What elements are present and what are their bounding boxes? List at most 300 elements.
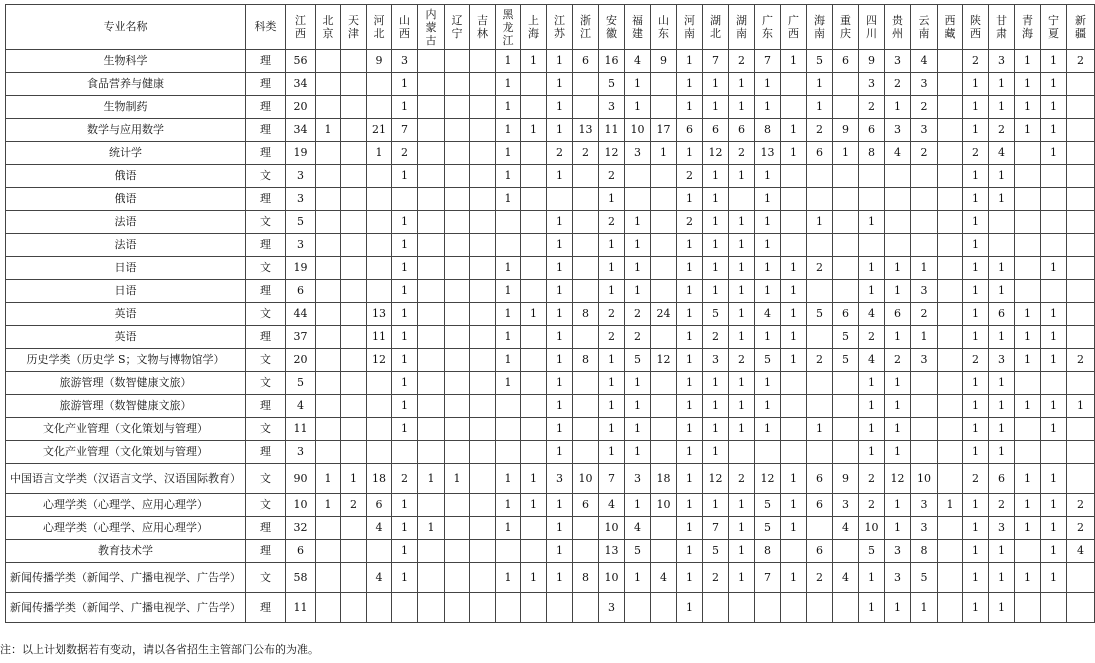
quota-cell: 1 bbox=[1067, 395, 1095, 418]
quota-cell bbox=[938, 50, 963, 73]
quota-cell: 1 bbox=[1041, 464, 1067, 494]
quota-cell bbox=[445, 142, 470, 165]
quota-cell: 1 bbox=[781, 142, 807, 165]
header-province: 江 苏 bbox=[547, 5, 573, 50]
table-row bbox=[6, 50, 1095, 73]
quota-cell bbox=[1067, 372, 1095, 395]
quota-cell: 13 bbox=[573, 119, 599, 142]
quota-cell bbox=[651, 326, 677, 349]
quota-cell bbox=[470, 464, 496, 494]
quota-cell bbox=[316, 96, 341, 119]
quota-cell: 2 bbox=[729, 464, 755, 494]
header-province: 北 京 bbox=[316, 5, 341, 50]
quota-cell: 1 bbox=[885, 593, 911, 623]
quota-cell: 1 bbox=[963, 188, 989, 211]
quota-cell: 1 bbox=[1015, 494, 1041, 517]
quota-cell: 1 bbox=[859, 441, 885, 464]
quota-cell bbox=[470, 441, 496, 464]
quota-cell bbox=[651, 517, 677, 540]
quota-cell bbox=[807, 441, 833, 464]
quota-cell bbox=[781, 593, 807, 623]
quota-cell: 11 bbox=[599, 119, 625, 142]
quota-cell bbox=[367, 418, 392, 441]
quota-cell bbox=[651, 257, 677, 280]
category-cell: 理 bbox=[246, 326, 286, 349]
quota-cell bbox=[341, 142, 367, 165]
quota-cell bbox=[367, 540, 392, 563]
quota-cell: 5 bbox=[755, 494, 781, 517]
quota-cell: 1 bbox=[677, 142, 703, 165]
quota-cell bbox=[470, 372, 496, 395]
header-province: 青 海 bbox=[1015, 5, 1041, 50]
quota-cell: 2 bbox=[963, 50, 989, 73]
quota-cell: 9 bbox=[833, 464, 859, 494]
quota-cell: 10 bbox=[651, 494, 677, 517]
quota-cell bbox=[1067, 234, 1095, 257]
quota-cell: 6 bbox=[573, 50, 599, 73]
quota-cell bbox=[316, 563, 341, 593]
quota-cell bbox=[1015, 165, 1041, 188]
quota-cell: 1 bbox=[963, 165, 989, 188]
quota-cell bbox=[470, 119, 496, 142]
header-major-name: 专业名称 bbox=[6, 5, 246, 50]
quota-cell bbox=[341, 96, 367, 119]
quota-cell: 4 bbox=[286, 395, 316, 418]
quota-cell: 1 bbox=[963, 593, 989, 623]
category-cell: 理 bbox=[246, 280, 286, 303]
quota-cell: 1 bbox=[755, 188, 781, 211]
quota-cell: 1 bbox=[703, 395, 729, 418]
quota-cell: 10 bbox=[859, 517, 885, 540]
quota-cell bbox=[1067, 303, 1095, 326]
quota-cell: 1 bbox=[625, 73, 651, 96]
quota-cell bbox=[573, 165, 599, 188]
quota-cell: 1 bbox=[599, 418, 625, 441]
quota-cell bbox=[470, 517, 496, 540]
quota-cell bbox=[1015, 372, 1041, 395]
quota-cell: 3 bbox=[911, 349, 938, 372]
quota-cell: 3 bbox=[833, 494, 859, 517]
quota-cell: 1 bbox=[392, 349, 418, 372]
category-cell: 文 bbox=[246, 303, 286, 326]
table-row bbox=[6, 517, 1095, 540]
header-province: 黑 龙 江 bbox=[496, 5, 521, 50]
quota-cell: 5 bbox=[703, 540, 729, 563]
table-row bbox=[6, 257, 1095, 280]
quota-cell: 1 bbox=[1041, 395, 1067, 418]
quota-cell: 1 bbox=[1015, 464, 1041, 494]
quota-cell bbox=[1015, 257, 1041, 280]
category-cell: 理 bbox=[246, 96, 286, 119]
quota-cell: 3 bbox=[911, 119, 938, 142]
quota-cell: 2 bbox=[1067, 50, 1095, 73]
quota-cell: 5 bbox=[755, 349, 781, 372]
quota-cell bbox=[341, 257, 367, 280]
quota-cell bbox=[496, 441, 521, 464]
quota-cell bbox=[367, 188, 392, 211]
quota-cell bbox=[496, 211, 521, 234]
quota-cell: 2 bbox=[911, 142, 938, 165]
quota-cell bbox=[316, 395, 341, 418]
quota-cell: 1 bbox=[859, 418, 885, 441]
quota-cell: 5 bbox=[625, 349, 651, 372]
quota-cell bbox=[781, 395, 807, 418]
quota-cell: 2 bbox=[599, 303, 625, 326]
quota-cell: 1 bbox=[989, 441, 1015, 464]
quota-cell: 1 bbox=[1041, 73, 1067, 96]
quota-cell bbox=[1067, 593, 1095, 623]
quota-cell: 1 bbox=[1041, 257, 1067, 280]
quota-cell: 1 bbox=[625, 234, 651, 257]
quota-cell: 1 bbox=[911, 593, 938, 623]
quota-cell bbox=[496, 593, 521, 623]
quota-cell bbox=[341, 119, 367, 142]
quota-cell: 7 bbox=[599, 464, 625, 494]
quota-cell: 1 bbox=[989, 73, 1015, 96]
quota-cell: 5 bbox=[807, 303, 833, 326]
quota-cell: 1 bbox=[316, 464, 341, 494]
table-row bbox=[6, 395, 1095, 418]
quota-cell bbox=[938, 593, 963, 623]
quota-cell bbox=[367, 73, 392, 96]
quota-cell: 2 bbox=[625, 303, 651, 326]
header-province: 湖 北 bbox=[703, 5, 729, 50]
quota-cell bbox=[418, 372, 445, 395]
quota-cell bbox=[341, 349, 367, 372]
quota-cell bbox=[859, 165, 885, 188]
quota-cell: 2 bbox=[885, 349, 911, 372]
quota-cell: 2 bbox=[573, 142, 599, 165]
quota-cell bbox=[911, 418, 938, 441]
quota-cell bbox=[316, 303, 341, 326]
quota-cell: 1 bbox=[547, 119, 573, 142]
table-row bbox=[6, 234, 1095, 257]
quota-cell: 1 bbox=[496, 372, 521, 395]
quota-cell: 1 bbox=[445, 464, 470, 494]
quota-cell bbox=[938, 188, 963, 211]
quota-cell: 3 bbox=[599, 96, 625, 119]
quota-cell bbox=[1015, 540, 1041, 563]
quota-cell bbox=[316, 593, 341, 623]
quota-cell bbox=[573, 593, 599, 623]
quota-cell bbox=[316, 517, 341, 540]
quota-cell bbox=[729, 188, 755, 211]
quota-cell bbox=[341, 280, 367, 303]
header-province: 湖 南 bbox=[729, 5, 755, 50]
quota-cell: 1 bbox=[392, 517, 418, 540]
quota-cell bbox=[989, 211, 1015, 234]
quota-cell: 1 bbox=[703, 372, 729, 395]
quota-cell: 34 bbox=[286, 73, 316, 96]
quota-cell: 2 bbox=[729, 50, 755, 73]
quota-cell: 1 bbox=[392, 494, 418, 517]
quota-cell: 1 bbox=[599, 280, 625, 303]
quota-cell bbox=[418, 563, 445, 593]
quota-cell: 2 bbox=[807, 349, 833, 372]
quota-cell: 1 bbox=[599, 234, 625, 257]
quota-cell: 1 bbox=[755, 165, 781, 188]
category-cell: 文 bbox=[246, 349, 286, 372]
quota-cell: 2 bbox=[859, 326, 885, 349]
quota-cell: 1 bbox=[677, 441, 703, 464]
quota-cell bbox=[445, 372, 470, 395]
major-name-cell: 文化产业管理（文化策划与管理） bbox=[6, 441, 246, 464]
quota-cell bbox=[367, 211, 392, 234]
quota-cell bbox=[938, 441, 963, 464]
quota-cell: 1 bbox=[367, 142, 392, 165]
quota-cell: 1 bbox=[807, 73, 833, 96]
quota-cell bbox=[989, 234, 1015, 257]
quota-cell bbox=[781, 540, 807, 563]
quota-cell: 6 bbox=[286, 280, 316, 303]
quota-cell: 2 bbox=[599, 326, 625, 349]
quota-cell: 5 bbox=[286, 211, 316, 234]
quota-cell bbox=[755, 593, 781, 623]
quota-cell bbox=[1067, 73, 1095, 96]
quota-cell: 4 bbox=[859, 349, 885, 372]
quota-cell: 1 bbox=[989, 257, 1015, 280]
quota-cell: 1 bbox=[496, 563, 521, 593]
quota-cell: 1 bbox=[963, 119, 989, 142]
quota-cell bbox=[418, 418, 445, 441]
quota-cell: 1 bbox=[989, 96, 1015, 119]
quota-cell bbox=[521, 372, 547, 395]
quota-cell: 1 bbox=[989, 280, 1015, 303]
quota-cell: 1 bbox=[392, 257, 418, 280]
quota-cell: 4 bbox=[651, 563, 677, 593]
quota-cell: 1 bbox=[859, 372, 885, 395]
quota-cell: 6 bbox=[859, 119, 885, 142]
quota-cell: 1 bbox=[599, 372, 625, 395]
quota-cell: 1 bbox=[316, 119, 341, 142]
header-province: 广 东 bbox=[755, 5, 781, 50]
quota-cell: 1 bbox=[703, 441, 729, 464]
quota-cell: 3 bbox=[989, 517, 1015, 540]
quota-cell: 1 bbox=[1015, 349, 1041, 372]
quota-cell: 3 bbox=[911, 494, 938, 517]
quota-cell: 1 bbox=[677, 563, 703, 593]
quota-cell: 13 bbox=[755, 142, 781, 165]
quota-cell: 1 bbox=[392, 303, 418, 326]
quota-cell bbox=[445, 517, 470, 540]
quota-cell bbox=[651, 593, 677, 623]
table-row bbox=[6, 211, 1095, 234]
quota-cell: 7 bbox=[755, 563, 781, 593]
quota-cell: 1 bbox=[1015, 517, 1041, 540]
quota-cell: 1 bbox=[547, 303, 573, 326]
quota-cell bbox=[367, 96, 392, 119]
quota-cell: 10 bbox=[599, 517, 625, 540]
quota-cell bbox=[1015, 593, 1041, 623]
quota-cell bbox=[573, 73, 599, 96]
quota-cell: 1 bbox=[547, 211, 573, 234]
quota-cell bbox=[833, 593, 859, 623]
quota-cell: 1 bbox=[755, 96, 781, 119]
quota-cell: 10 bbox=[573, 464, 599, 494]
quota-cell: 1 bbox=[677, 464, 703, 494]
category-cell: 文 bbox=[246, 563, 286, 593]
quota-cell bbox=[833, 441, 859, 464]
quota-cell bbox=[418, 73, 445, 96]
quota-cell bbox=[470, 349, 496, 372]
quota-cell: 1 bbox=[1015, 303, 1041, 326]
major-name-cell: 数学与应用数学 bbox=[6, 119, 246, 142]
quota-cell bbox=[1015, 441, 1041, 464]
major-name-cell: 俄语 bbox=[6, 188, 246, 211]
quota-cell bbox=[521, 517, 547, 540]
quota-cell: 1 bbox=[677, 517, 703, 540]
quota-cell bbox=[938, 234, 963, 257]
quota-cell: 11 bbox=[286, 593, 316, 623]
quota-cell: 44 bbox=[286, 303, 316, 326]
quota-cell: 1 bbox=[1041, 119, 1067, 142]
quota-cell: 1 bbox=[496, 119, 521, 142]
quota-cell bbox=[833, 234, 859, 257]
quota-cell: 1 bbox=[833, 142, 859, 165]
quota-cell: 2 bbox=[859, 464, 885, 494]
quota-cell: 24 bbox=[651, 303, 677, 326]
quota-cell bbox=[911, 395, 938, 418]
table-row bbox=[6, 303, 1095, 326]
quota-cell: 1 bbox=[496, 349, 521, 372]
quota-cell: 1 bbox=[1041, 494, 1067, 517]
quota-cell bbox=[781, 96, 807, 119]
quota-cell bbox=[445, 563, 470, 593]
quota-cell: 8 bbox=[573, 563, 599, 593]
quota-cell: 1 bbox=[729, 326, 755, 349]
quota-cell bbox=[445, 326, 470, 349]
quota-cell bbox=[833, 372, 859, 395]
quota-cell: 1 bbox=[392, 234, 418, 257]
quota-cell: 1 bbox=[729, 211, 755, 234]
quota-cell: 6 bbox=[807, 142, 833, 165]
header-province: 重 庆 bbox=[833, 5, 859, 50]
quota-cell bbox=[1067, 119, 1095, 142]
quota-cell bbox=[470, 96, 496, 119]
quota-cell: 1 bbox=[496, 188, 521, 211]
quota-cell bbox=[1015, 234, 1041, 257]
header-province: 河 南 bbox=[677, 5, 703, 50]
category-cell: 文 bbox=[246, 372, 286, 395]
quota-cell bbox=[367, 441, 392, 464]
quota-cell bbox=[938, 464, 963, 494]
quota-cell: 1 bbox=[729, 257, 755, 280]
quota-cell: 1 bbox=[1015, 395, 1041, 418]
quota-cell bbox=[445, 257, 470, 280]
header-province: 安 徽 bbox=[599, 5, 625, 50]
quota-cell bbox=[781, 211, 807, 234]
quota-cell bbox=[807, 165, 833, 188]
quota-cell bbox=[573, 395, 599, 418]
category-cell: 文 bbox=[246, 211, 286, 234]
quota-cell: 3 bbox=[599, 593, 625, 623]
quota-cell: 3 bbox=[859, 73, 885, 96]
quota-cell: 8 bbox=[573, 349, 599, 372]
quota-cell: 1 bbox=[677, 280, 703, 303]
quota-cell bbox=[392, 188, 418, 211]
quota-cell: 6 bbox=[807, 540, 833, 563]
quota-cell bbox=[445, 540, 470, 563]
quota-cell: 1 bbox=[729, 563, 755, 593]
quota-cell: 4 bbox=[1067, 540, 1095, 563]
quota-cell bbox=[833, 96, 859, 119]
quota-cell: 6 bbox=[833, 50, 859, 73]
major-name-cell: 旅游管理（数智健康文旅） bbox=[6, 395, 246, 418]
quota-cell bbox=[938, 540, 963, 563]
quota-cell: 1 bbox=[418, 517, 445, 540]
quota-cell: 1 bbox=[547, 540, 573, 563]
quota-cell: 1 bbox=[963, 326, 989, 349]
quota-cell: 16 bbox=[599, 50, 625, 73]
quota-cell: 1 bbox=[625, 96, 651, 119]
quota-cell: 1 bbox=[989, 188, 1015, 211]
quota-cell: 1 bbox=[1041, 563, 1067, 593]
quota-cell bbox=[1041, 372, 1067, 395]
table-row bbox=[6, 165, 1095, 188]
quota-cell: 1 bbox=[1041, 96, 1067, 119]
quota-cell: 1 bbox=[781, 464, 807, 494]
quota-cell: 1 bbox=[781, 563, 807, 593]
quota-cell bbox=[316, 441, 341, 464]
quota-cell: 4 bbox=[989, 142, 1015, 165]
quota-cell: 1 bbox=[859, 211, 885, 234]
category-cell: 理 bbox=[246, 517, 286, 540]
table-row bbox=[6, 280, 1095, 303]
major-name-cell: 历史学类（历史学 S；文物与博物馆学） bbox=[6, 349, 246, 372]
quota-cell bbox=[367, 280, 392, 303]
quota-cell: 1 bbox=[547, 517, 573, 540]
quota-cell: 1 bbox=[703, 418, 729, 441]
quota-cell: 4 bbox=[625, 50, 651, 73]
quota-cell bbox=[911, 211, 938, 234]
quota-cell: 3 bbox=[989, 349, 1015, 372]
quota-cell bbox=[445, 188, 470, 211]
quota-cell bbox=[341, 563, 367, 593]
table-row bbox=[6, 73, 1095, 96]
quota-cell: 1 bbox=[1041, 517, 1067, 540]
header-province: 山 东 bbox=[651, 5, 677, 50]
quota-cell bbox=[885, 188, 911, 211]
quota-cell bbox=[316, 211, 341, 234]
table-row bbox=[6, 142, 1095, 165]
quota-cell bbox=[911, 441, 938, 464]
quota-cell: 2 bbox=[677, 165, 703, 188]
category-cell: 理 bbox=[246, 142, 286, 165]
quota-cell bbox=[1015, 418, 1041, 441]
quota-cell: 2 bbox=[859, 494, 885, 517]
quota-cell: 1 bbox=[703, 211, 729, 234]
quota-cell: 6 bbox=[703, 119, 729, 142]
quota-cell: 1 bbox=[547, 494, 573, 517]
quota-cell: 20 bbox=[286, 349, 316, 372]
quota-cell: 1 bbox=[547, 326, 573, 349]
quota-cell bbox=[341, 50, 367, 73]
quota-cell bbox=[833, 418, 859, 441]
quota-cell: 1 bbox=[547, 349, 573, 372]
quota-cell: 1 bbox=[496, 50, 521, 73]
quota-cell: 1 bbox=[729, 303, 755, 326]
quota-cell: 11 bbox=[286, 418, 316, 441]
quota-cell: 1 bbox=[547, 50, 573, 73]
quota-cell: 2 bbox=[547, 142, 573, 165]
quota-cell: 1 bbox=[781, 326, 807, 349]
quota-cell: 1 bbox=[1041, 326, 1067, 349]
quota-cell bbox=[341, 395, 367, 418]
table-row bbox=[6, 540, 1095, 563]
category-cell: 理 bbox=[246, 188, 286, 211]
quota-cell bbox=[781, 234, 807, 257]
quota-cell bbox=[316, 50, 341, 73]
